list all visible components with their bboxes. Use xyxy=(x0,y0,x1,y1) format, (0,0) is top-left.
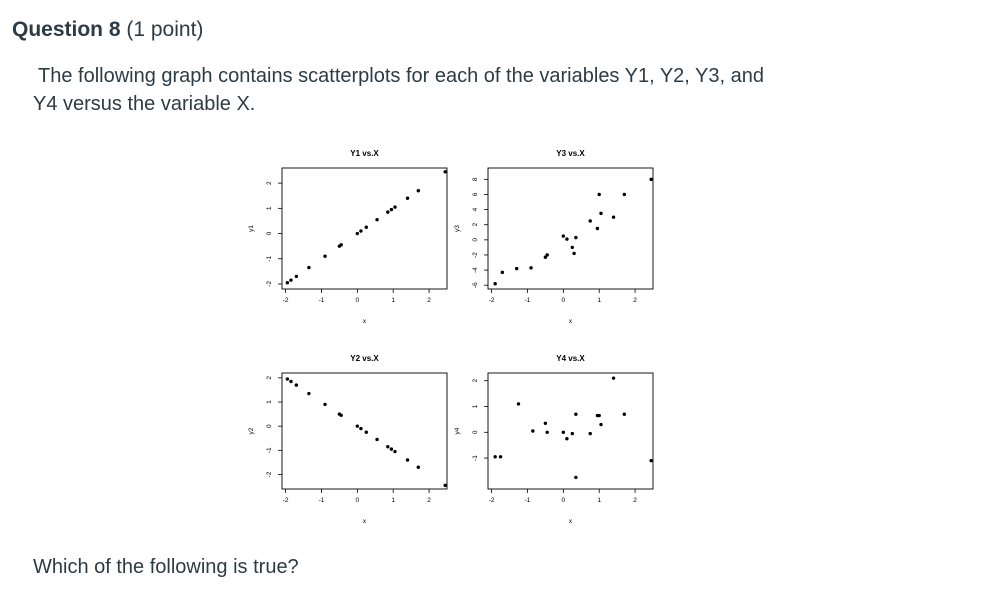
y-tick-label: 0 xyxy=(472,430,479,435)
data-point xyxy=(501,271,504,274)
y-tick-label: 2 xyxy=(266,181,273,185)
data-point xyxy=(393,450,396,453)
data-point xyxy=(650,459,653,462)
x-tick-label: 2 xyxy=(633,297,637,304)
data-point xyxy=(589,432,592,435)
y-tick-label: 0 xyxy=(472,238,479,242)
scatterplot-figure xyxy=(248,140,675,535)
data-point xyxy=(295,383,298,386)
x-tick-label: 0 xyxy=(561,297,566,304)
data-point xyxy=(623,413,626,416)
data-point xyxy=(545,253,548,256)
x-tick-label: 1 xyxy=(597,297,602,304)
y-tick-label: -4 xyxy=(472,267,479,273)
question-heading xyxy=(12,18,203,42)
scatter-panel-4 xyxy=(454,354,653,525)
data-point xyxy=(339,414,342,417)
y-axis-label: y4 xyxy=(454,427,461,435)
data-point xyxy=(612,376,615,379)
question-text-line1: The following graph contains scatterplots for each of the variables Y1, Y2, Y3, and xyxy=(38,65,765,87)
data-point xyxy=(444,484,447,487)
data-point xyxy=(289,380,292,383)
y-tick-label: 8 xyxy=(472,177,479,182)
data-point xyxy=(597,414,600,417)
question-body xyxy=(33,62,913,118)
x-tick-label: -2 xyxy=(488,297,495,304)
x-tick-label: -2 xyxy=(488,497,495,504)
data-point xyxy=(286,377,289,380)
data-point xyxy=(572,252,575,255)
data-point xyxy=(562,234,565,237)
data-point xyxy=(596,227,599,230)
data-point xyxy=(386,210,389,213)
data-point xyxy=(599,212,602,215)
scatterplot-matrix xyxy=(248,140,675,535)
data-point xyxy=(571,432,574,435)
data-point xyxy=(393,205,396,208)
data-point xyxy=(565,237,568,240)
question-points: (1 point) xyxy=(126,18,204,41)
x-tick-label: 2 xyxy=(633,497,637,504)
data-point xyxy=(365,226,368,229)
data-point xyxy=(356,424,359,427)
data-point xyxy=(515,267,518,270)
y-tick-label: 1 xyxy=(266,400,273,404)
data-point xyxy=(406,458,409,461)
data-point xyxy=(307,392,310,395)
data-point xyxy=(375,218,378,221)
y-tick-label: -6 xyxy=(472,282,479,289)
y-axis-label: y3 xyxy=(454,225,461,232)
data-point xyxy=(323,403,326,406)
data-point xyxy=(597,193,600,196)
data-point xyxy=(574,236,577,239)
data-point xyxy=(574,476,577,479)
data-point xyxy=(390,447,393,450)
y-tick-label: -1 xyxy=(266,447,273,454)
scatter-panel-1 xyxy=(248,149,447,325)
y-tick-label: 1 xyxy=(472,404,479,409)
x-tick-label: -2 xyxy=(282,497,289,504)
data-point xyxy=(517,402,520,405)
y-tick-label: -2 xyxy=(266,281,273,287)
x-tick-label: -2 xyxy=(282,297,289,304)
x-tick-label: -1 xyxy=(318,497,325,504)
data-point xyxy=(531,429,534,432)
question-number: Question 8 xyxy=(12,18,121,41)
data-point xyxy=(612,215,615,218)
data-point xyxy=(599,423,602,426)
x-tick-label: 1 xyxy=(597,497,602,504)
data-point xyxy=(493,455,496,458)
data-point xyxy=(544,422,547,425)
data-point xyxy=(650,178,653,181)
x-tick-label: 1 xyxy=(391,497,396,504)
y-tick-label: -2 xyxy=(266,471,273,478)
data-point xyxy=(356,232,359,235)
x-tick-label: 0 xyxy=(355,497,360,504)
scatter-panel-2 xyxy=(454,149,653,325)
data-point xyxy=(417,189,420,192)
plot-frame xyxy=(488,373,653,489)
x-axis-label: x xyxy=(568,318,573,325)
plot-title: Y1 vs.X xyxy=(350,149,379,158)
y-axis-label: y2 xyxy=(248,427,255,435)
x-tick-label: 2 xyxy=(427,497,431,504)
y-tick-label: 4 xyxy=(472,207,479,212)
question-text-line2: Y4 versus the variable X. xyxy=(33,93,256,115)
y-tick-label: 2 xyxy=(472,378,479,383)
data-point xyxy=(545,431,548,434)
y-tick-label: 2 xyxy=(266,376,273,380)
data-point xyxy=(406,197,409,200)
x-tick-label: -1 xyxy=(524,297,531,304)
scatter-panel-3 xyxy=(248,354,447,525)
y-axis-label: y1 xyxy=(248,225,255,232)
y-tick-label: 1 xyxy=(266,206,273,211)
y-tick-label: -1 xyxy=(472,455,479,461)
x-axis-label: x xyxy=(362,518,367,525)
data-point xyxy=(571,246,574,249)
data-point xyxy=(307,266,310,269)
plot-title: Y4 vs.X xyxy=(556,354,585,363)
x-tick-label: 1 xyxy=(391,297,396,304)
data-point xyxy=(499,455,502,458)
x-tick-label: 0 xyxy=(561,497,566,504)
y-tick-label: 0 xyxy=(266,424,273,428)
x-tick-label: 0 xyxy=(355,297,360,304)
data-point xyxy=(386,445,389,448)
data-point xyxy=(390,208,393,211)
data-point xyxy=(359,229,362,232)
data-point xyxy=(589,219,592,222)
data-point xyxy=(365,431,368,434)
y-tick-label: -1 xyxy=(266,255,273,262)
data-point xyxy=(339,243,342,246)
data-point xyxy=(493,282,496,285)
data-point xyxy=(529,266,532,269)
y-tick-label: -2 xyxy=(472,252,479,258)
x-tick-label: 2 xyxy=(427,297,431,304)
plot-frame xyxy=(488,168,653,289)
data-point xyxy=(444,170,447,173)
y-tick-label: 0 xyxy=(266,231,273,236)
y-tick-label: 2 xyxy=(472,222,479,227)
plot-title: Y2 vs.X xyxy=(350,354,379,363)
data-point xyxy=(375,438,378,441)
data-point xyxy=(574,413,577,416)
plot-frame xyxy=(282,373,447,489)
data-point xyxy=(286,281,289,284)
x-tick-label: -1 xyxy=(318,297,325,304)
plot-title: Y3 vs.X xyxy=(556,149,585,158)
question-prompt: Which of the following is true? xyxy=(33,556,299,578)
data-point xyxy=(289,278,292,281)
x-tick-label: -1 xyxy=(524,497,531,504)
data-point xyxy=(562,431,565,434)
data-point xyxy=(417,466,420,469)
data-point xyxy=(565,437,568,440)
data-point xyxy=(623,193,626,196)
data-point xyxy=(359,427,362,430)
plot-frame xyxy=(282,168,447,289)
data-point xyxy=(295,275,298,278)
data-point xyxy=(323,255,326,258)
y-tick-label: 6 xyxy=(472,192,479,197)
x-axis-label: x xyxy=(362,318,367,325)
x-axis-label: x xyxy=(568,518,573,525)
